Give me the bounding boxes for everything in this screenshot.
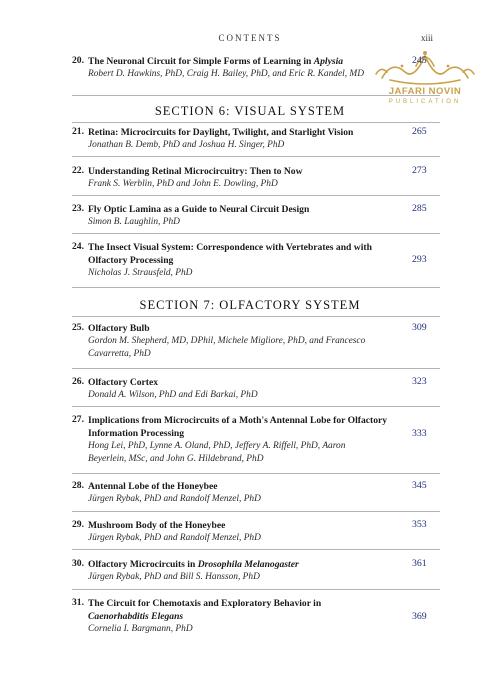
section-heading-olfactory: SECTION 7: OLFACTORY SYSTEM (139, 298, 361, 312)
entry-authors: Nicholas J. Strausfeld, PhD (88, 268, 193, 278)
entry-authors: Jürgen Rybak, PhD and Randolf Menzel, PhD (88, 494, 261, 504)
entry-number: 21. (72, 126, 84, 137)
toc-entry-28[interactable] (72, 480, 432, 506)
entry-page-link[interactable]: 345 (412, 480, 427, 491)
entry-page-link[interactable]: 245 (412, 55, 427, 66)
entry-page-link[interactable]: 285 (412, 203, 427, 214)
entry-authors: Jürgen Rybak, PhD and Randolf Menzel, PhD (88, 533, 261, 543)
watermark-tagline: PUBLICATION (388, 99, 462, 105)
divider (72, 316, 440, 317)
watermark-name: JAFARI NOVIN (388, 86, 462, 97)
entry-authors: Jürgen Rybak, PhD and Bill S. Hansson, PhD (88, 572, 260, 582)
entry-number: 26. (72, 376, 84, 387)
divider (72, 233, 440, 234)
entry-title[interactable]: Olfactory Cortex (88, 377, 159, 388)
entry-number: 23. (72, 203, 84, 214)
entry-authors: Robert D. Hawkins, PhD, Craig H. Bailey, PhD, and Eric R. Kandel, MD (88, 69, 365, 79)
entry-title[interactable]: The Insect Visual System: Correspondence with Vertebrates and with Olfactory Processing (88, 242, 372, 266)
entry-authors: Donald A. Wilson, PhD and Edi Barkai, PhD (88, 390, 258, 400)
toc-entry-22[interactable] (72, 165, 432, 191)
entry-page-link[interactable]: 353 (412, 519, 427, 530)
entry-page-link[interactable]: 293 (412, 254, 427, 265)
entry-number: 28. (72, 480, 84, 491)
entry-page-link[interactable]: 333 (412, 428, 427, 439)
entry-number: 25. (72, 322, 84, 333)
entry-number: 20. (72, 55, 84, 66)
divider (72, 195, 440, 196)
divider (72, 122, 440, 123)
entry-title[interactable]: Understanding Retinal Microcircuitry: Then to Now (88, 166, 303, 177)
divider (72, 368, 440, 369)
divider (72, 95, 440, 96)
toc-entry-25[interactable] (72, 322, 432, 361)
entry-authors: Gordon M. Shepherd, MD, DPhil, Michele Migliore, PhD, and Francesco Cavarretta, PhD (88, 336, 366, 359)
entry-page-link[interactable]: 265 (412, 126, 427, 137)
entry-title[interactable]: Fly Optic Lamina as a Guide to Neural Circuit Design (88, 204, 310, 215)
entry-title[interactable]: Mushroom Body of the Honeybee (88, 520, 226, 531)
entry-authors: Cornelia I. Bargmann, PhD (88, 624, 193, 634)
toc-entry-21[interactable] (72, 126, 432, 152)
page-number: xiii (421, 33, 434, 43)
entry-page-link[interactable]: 369 (412, 611, 427, 622)
entry-title[interactable]: Implications from Microcircuits of a Moth's Antennal Lobe for Olfactory Information Processing (88, 415, 388, 439)
running-head: CONTENTS (218, 33, 282, 43)
toc-entry-23[interactable] (72, 203, 432, 229)
entry-title[interactable]: Retina: Microcircuits for Daylight, Twilight, and Starlight Vision (88, 127, 354, 138)
toc-entry-31[interactable] (72, 597, 432, 636)
entry-number: 30. (72, 558, 84, 569)
entry-title[interactable]: The Neuronal Circuit for Simple Forms of Learning in Aplysia (88, 56, 344, 67)
entry-authors: Jonathan B. Demb, PhD and Joshua H. Singer, PhD (88, 140, 285, 150)
divider (72, 406, 440, 407)
divider (72, 473, 440, 474)
entry-page-link[interactable]: 273 (412, 165, 427, 176)
toc-entry-20[interactable] (72, 55, 432, 81)
toc-entry-29[interactable] (72, 519, 432, 545)
toc-entry-27[interactable] (72, 414, 432, 466)
entry-authors: Simon B. Laughlin, PhD (88, 217, 180, 227)
divider (72, 589, 440, 590)
entry-title[interactable]: The Circuit for Chemotaxis and Exploratory Behavior in Caenorhabditis Elegans (88, 598, 322, 622)
divider (72, 287, 440, 288)
entry-page-link[interactable]: 361 (412, 558, 427, 569)
toc-entry-30[interactable] (72, 558, 432, 584)
entry-number: 24. (72, 241, 84, 252)
toc-entry-26[interactable] (72, 376, 432, 402)
divider (72, 511, 440, 512)
entry-title[interactable]: Antennal Lobe of the Honeybee (88, 481, 218, 492)
entry-page-link[interactable]: 323 (412, 376, 427, 387)
entry-number: 29. (72, 519, 84, 530)
entry-title[interactable]: Olfactory Bulb (88, 323, 150, 334)
divider (72, 156, 440, 157)
entry-authors: Hong Lei, PhD, Lynne A. Oland, PhD, Jeffery A. Riffell, PhD, Aaron Beyerlein, MSc, and John G. Hildebrand, PhD (88, 441, 346, 464)
entry-page-link[interactable]: 309 (412, 322, 427, 333)
entry-number: 22. (72, 165, 84, 176)
entry-title[interactable]: Olfactory Microcircuits in Drosophila Melanogaster (88, 559, 299, 570)
toc-entry-24[interactable] (72, 241, 432, 280)
divider (72, 549, 440, 550)
entry-authors: Frank S. Werblin, PhD and John E. Dowling, PhD (88, 179, 278, 189)
entry-number: 27. (72, 414, 84, 425)
entry-number: 31. (72, 597, 84, 608)
section-heading-visual: SECTION 6: VISUAL SYSTEM (154, 104, 346, 118)
